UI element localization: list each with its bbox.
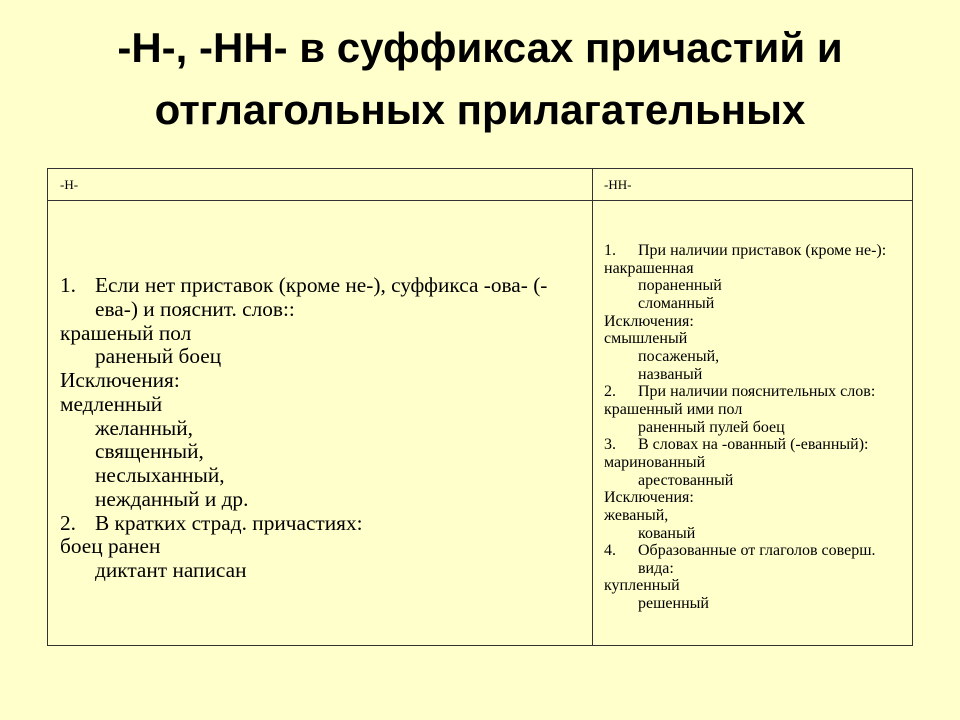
exception-word: неслыханный, xyxy=(95,463,225,487)
nn-rule-3-examples xyxy=(604,454,886,489)
example-word: боец ранен xyxy=(60,534,161,559)
rule-number: 2. xyxy=(604,383,616,401)
n-rule-2 xyxy=(60,512,547,536)
nn-rule-3-exceptions-list xyxy=(604,507,886,542)
nn-rule-1-exceptions-list xyxy=(604,330,886,383)
example-word: купленный xyxy=(604,577,680,595)
example-word: крашенный ими пол xyxy=(604,400,743,418)
exception-word: нежданный и др. xyxy=(95,486,249,511)
exception-word: священный, xyxy=(95,439,204,464)
example-word: накрашенная xyxy=(604,259,694,277)
exception-word: названый xyxy=(638,365,703,383)
example-word: раненый боец xyxy=(95,344,222,369)
nn-rule-2 xyxy=(604,383,886,401)
rule-number: 2. xyxy=(60,510,76,535)
rules-table xyxy=(47,168,913,646)
rule-text-line: вида: xyxy=(638,559,674,577)
rule-text xyxy=(95,274,547,322)
header-divider xyxy=(48,200,912,201)
rule-text xyxy=(95,512,363,536)
rule-text xyxy=(638,242,886,260)
rule-number: 4. xyxy=(604,542,616,560)
exception-word: смышленый xyxy=(604,330,688,348)
example-word: диктант написан xyxy=(95,558,247,582)
title-line-2: отглагольных прилагательных xyxy=(154,86,806,133)
rule-number: 3. xyxy=(604,436,616,454)
n-exceptions-list xyxy=(60,393,547,512)
exceptions-label: Исключения: xyxy=(604,489,694,507)
exception-word: жеваный, xyxy=(604,506,669,524)
nn-rule-2-examples xyxy=(604,401,886,436)
title-line-1: -Н-, -НН- в суффиксах причастий и xyxy=(117,24,843,71)
rule-text-line: ева-) и пояснит. слов:: xyxy=(95,296,295,321)
rule-text xyxy=(638,436,869,454)
example-word: маринованный xyxy=(604,453,706,471)
exceptions-label: Исключения: xyxy=(604,312,694,330)
nn-column xyxy=(604,242,886,613)
example-word: пораненный xyxy=(638,277,722,295)
header-n: -Н- xyxy=(60,177,79,192)
exception-word: кованый xyxy=(638,524,696,542)
rule-text xyxy=(638,383,875,401)
rule-number: 1. xyxy=(60,273,76,297)
rule-text-line: Если нет приставок (кроме не-), суффикса -ова- (- xyxy=(95,273,548,297)
exception-word: желанный, xyxy=(95,415,193,440)
exception-word: посаженый, xyxy=(638,347,720,365)
rule-text-line: При наличии пояснительных слов: xyxy=(638,383,876,401)
rule-text-line: В словах на -ованный (-еванный): xyxy=(638,436,869,454)
example-word: крашеный пол xyxy=(60,320,192,345)
rule-number: 1. xyxy=(604,242,616,259)
nn-rule-4-examples xyxy=(604,577,886,612)
n-rule-1-examples xyxy=(60,322,547,370)
nn-rule-4 xyxy=(604,542,886,577)
nn-rule-3 xyxy=(604,436,886,454)
slide-title xyxy=(0,17,960,141)
example-word: сломанный xyxy=(638,294,715,312)
header-nn: -НН- xyxy=(604,177,632,192)
column-divider xyxy=(592,169,593,645)
rule-text-line: Образованные от глаголов соверш. xyxy=(638,542,876,560)
exceptions-label: Исключения: xyxy=(60,368,180,392)
n-rule-2-examples xyxy=(60,535,547,583)
example-word: решенный xyxy=(638,595,709,613)
n-rule-1 xyxy=(60,274,547,322)
exception-word: медленный xyxy=(60,391,163,416)
nn-rule-1-examples xyxy=(604,260,886,313)
rule-text-line: При наличии приставок (кроме не-): xyxy=(638,242,887,259)
rule-text-line: В кратких страд. причастиях: xyxy=(95,510,363,535)
example-word: арестованный xyxy=(638,471,734,489)
n-column xyxy=(60,274,547,583)
rule-text xyxy=(638,542,876,577)
example-word: раненный пулей боец xyxy=(638,418,785,436)
nn-rule-1 xyxy=(604,242,886,260)
